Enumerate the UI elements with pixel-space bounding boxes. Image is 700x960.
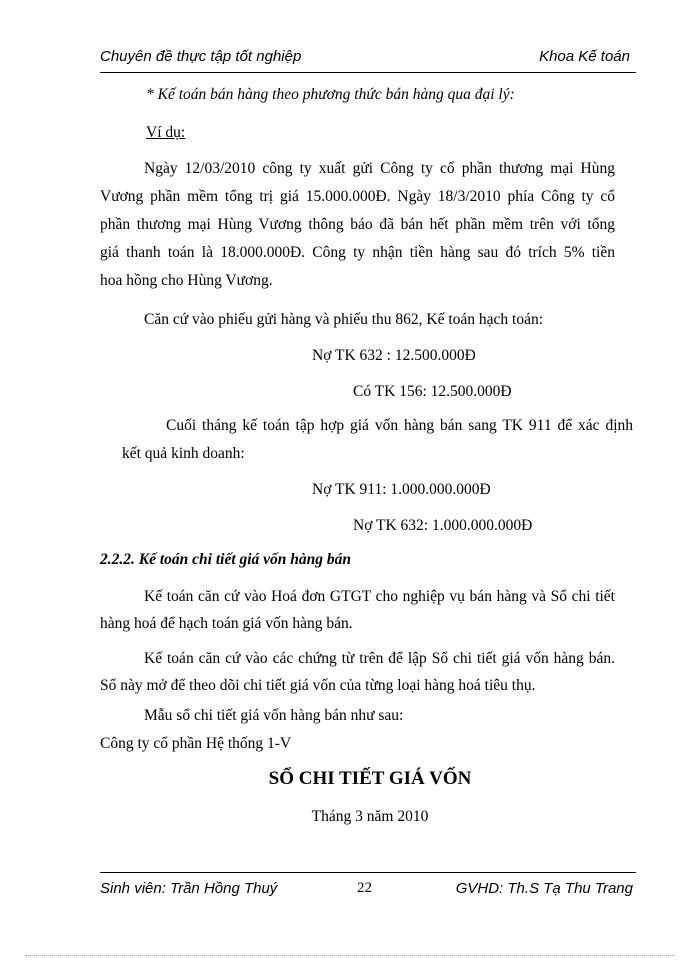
section-heading-222: 2.2.2. Kế toán chi tiết giá vốn hàng bán <box>100 551 352 568</box>
entry2-a: Nợ TK 911: 1.000.000.000Đ <box>312 481 491 498</box>
header-left: Chuyên đề thực tập tốt nghiệp <box>100 48 302 65</box>
entry2-b: Nợ TK 632: 1.000.000.000Đ <box>353 517 533 534</box>
para5-line2: Sổ này mở để theo dõi chi tiết giá vốn của từng loại hàng hoá tiêu thụ. <box>100 677 536 694</box>
section-note: * Kế toán bán hàng theo phương thức bán hàng qua đại lý: <box>146 86 515 103</box>
footer-advisor: GVHD: Th.S Tạ Thu Trang <box>455 880 633 897</box>
para1-line3: phần thương mại Hùng Vương thông báo đã bán hết phần mềm trên với tổng <box>100 216 615 233</box>
page-number: 22 <box>357 880 372 896</box>
entry1-credit: Có TK 156: 12.500.000Đ <box>353 383 512 400</box>
header-right: Khoa Kế toán <box>539 48 630 65</box>
ledger-title: SỔ CHI TIẾT GIÁ VỐN <box>268 768 472 789</box>
company-name: Công ty cổ phần Hệ thống 1-V <box>100 735 292 752</box>
para5-line1: Kế toán căn cứ vào các chứng từ trên để lập Sổ chi tiết giá vốn hàng bán. <box>144 650 615 667</box>
para1-line2: Vương phần mềm tổng trị giá 15.000.000Đ. Ngày 18/3/2010 phía Công ty cổ <box>100 188 615 205</box>
entry1-debit: Nợ TK 632 : 12.500.000Đ <box>312 347 476 364</box>
page-edge-divider <box>25 955 675 956</box>
footer-rule <box>100 872 636 873</box>
para2: Căn cứ vào phiếu gửi hàng và phiếu thu 862, Kế toán hạch toán: <box>144 311 544 328</box>
para1-line4: giá thanh toán là 18.000.000Đ. Công ty nhận tiền hàng sau đó trích 5% tiền <box>100 244 615 261</box>
para1-line1: Ngày 12/03/2010 công ty xuất gửi Công ty cổ phần thương mại Hùng <box>144 160 615 177</box>
para3-line2: kết quả kinh doanh: <box>122 445 245 462</box>
ledger-period: Tháng 3 năm 2010 <box>311 808 429 825</box>
para3-line1: Cuối tháng kế toán tập hợp giá vốn hàng bán sang TK 911 để xác định <box>166 417 633 434</box>
example-label: Ví dụ: <box>146 124 186 141</box>
footer-student: Sinh viên: Trần Hồng Thuý <box>100 880 278 897</box>
para4-line1: Kế toán căn cứ vào Hoá đơn GTGT cho nghiệp vụ bán hàng và Sổ chi tiết <box>144 588 615 605</box>
para4-line2: hàng hoá để hạch toán giá vốn hàng bán. <box>100 615 353 632</box>
para1-line5: hoa hồng cho Hùng Vương. <box>100 272 273 289</box>
para6: Mẫu sổ chi tiết giá vốn hàng bán như sau: <box>144 707 404 724</box>
header-rule <box>100 72 636 73</box>
